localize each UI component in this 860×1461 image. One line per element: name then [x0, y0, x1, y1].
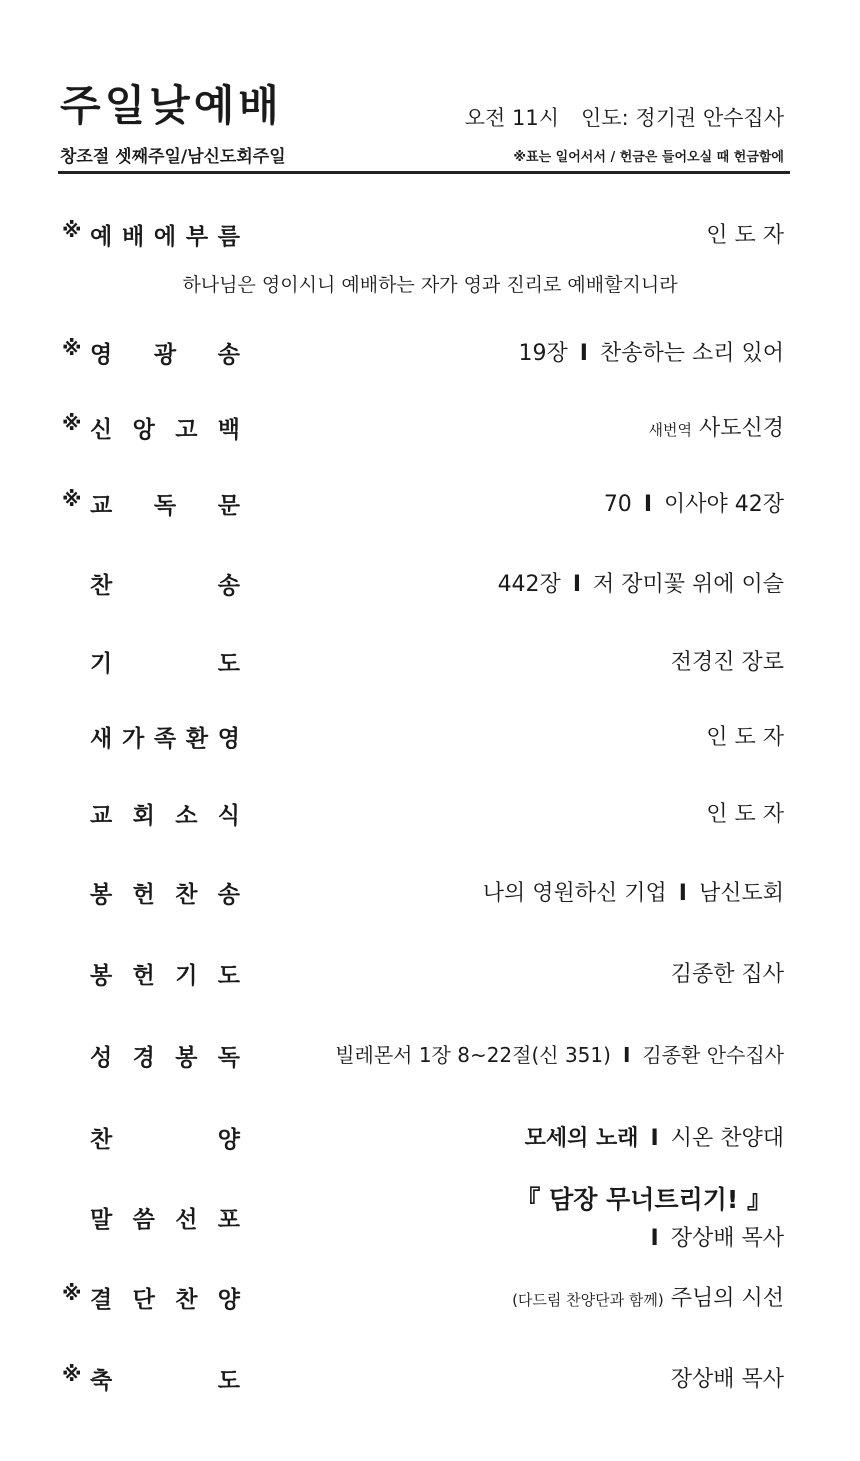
label-char: 문 [217, 493, 240, 519]
order-label [90, 487, 240, 520]
label-char: 봉 [90, 882, 113, 908]
call-to-worship-verse: 하나님은 영이시니 예배하는 자가 영과 진리로 예배할지니라 [182, 274, 678, 296]
label-char: 앙 [132, 417, 155, 443]
label-char: 찬 [90, 1127, 113, 1153]
label-char: 신 [90, 417, 113, 443]
scripture-reference: 빌레몬서 1장 8~22절(신 351) [335, 1043, 611, 1067]
order-label [90, 876, 240, 909]
label-char: 예 [90, 224, 113, 250]
order-value: 인 도 자 [706, 223, 784, 248]
label-char: 백 [217, 417, 240, 443]
label-char: 선 [175, 1207, 198, 1233]
label-char: 결 [90, 1287, 113, 1313]
reader: 김종환 안수집사 [642, 1043, 784, 1067]
song-title: 나의 영원하신 기업 [482, 881, 667, 906]
label-char: 말 [90, 1207, 113, 1233]
order-value: 인 도 자 [706, 725, 784, 750]
label-char: 씀 [132, 1207, 155, 1233]
separator: I [643, 492, 652, 517]
order-value [525, 1121, 784, 1152]
sermon-title: 『 담장 무너트리기! 』 [515, 1185, 772, 1214]
separator: I [572, 572, 581, 597]
stand-marker: ※ [62, 1362, 82, 1386]
page-title: 주일낮예배 [60, 81, 283, 130]
label-char: 영 [217, 726, 240, 752]
label-char: 찬 [175, 882, 198, 908]
stand-marker: ※ [62, 487, 82, 511]
order-value: 김종한 집사 [670, 962, 784, 987]
preacher-name: 장상배 목사 [670, 1226, 784, 1251]
label-char: 경 [132, 1045, 155, 1071]
preacher [651, 1221, 784, 1252]
order-label [90, 797, 240, 830]
service-time: 오전 11시 [464, 106, 559, 130]
service-info [465, 103, 784, 133]
label-char: 양 [217, 1287, 240, 1313]
stand-marker: ※ [62, 1281, 82, 1305]
header-divider [58, 171, 790, 174]
order-label [90, 1121, 240, 1154]
label-char: 소 [175, 803, 198, 829]
anthem-title: 모세의 노래 [524, 1126, 639, 1151]
performer: 남신도회 [698, 881, 784, 906]
order-value [335, 1039, 784, 1068]
translation-note: 새번역 [648, 421, 692, 439]
order-value [512, 1281, 784, 1312]
order-label [90, 1281, 240, 1314]
reading-title: 이사야 42장 [664, 492, 784, 517]
label-char: 양 [217, 1127, 240, 1153]
separator: I [678, 881, 687, 906]
label-char: 새 [90, 726, 113, 752]
hymn-title: 저 장미꽃 위에 이슬 [593, 572, 784, 597]
order-value [483, 876, 784, 907]
label-char: 봉 [90, 963, 113, 989]
separator: I [650, 1126, 659, 1151]
creed-title: 사도신경 [698, 416, 784, 441]
label-char: 도 [217, 1368, 240, 1394]
label-char: 교 [90, 803, 113, 829]
order-value [519, 336, 784, 367]
order-label [90, 720, 240, 753]
reading-number: 70 [603, 492, 632, 517]
label-char: 송 [217, 573, 240, 599]
label-char: 도 [217, 651, 240, 677]
stand-marker: ※ [62, 336, 82, 360]
page-subtitle: 창조절 셋째주일/남신도회주일 [60, 147, 286, 167]
label-char: 헌 [132, 882, 155, 908]
label-char: 독 [153, 493, 177, 519]
order-label [90, 336, 240, 369]
separator: I [579, 341, 588, 366]
label-char: 부 [185, 224, 209, 250]
choir: 시온 찬양대 [670, 1126, 784, 1151]
song-title: 주님의 시선 [670, 1286, 784, 1311]
order-label [90, 1201, 240, 1234]
label-char: 송 [217, 342, 240, 368]
order-label [90, 411, 240, 444]
order-value [649, 411, 785, 442]
label-char: 기 [90, 651, 113, 677]
order-value: 인 도 자 [706, 802, 784, 827]
label-char: 영 [90, 342, 113, 368]
label-char: 송 [217, 882, 240, 908]
label-char: 식 [217, 803, 240, 829]
stand-marker: ※ [62, 411, 82, 435]
label-char: 단 [132, 1287, 155, 1313]
order-label [90, 1362, 240, 1395]
order-label [90, 567, 240, 600]
separator: I [622, 1043, 631, 1067]
order-value: 장상배 목사 [670, 1367, 784, 1392]
instruction-note: ※표는 일어서서 / 헌금은 들어오실 때 헌금함에 [513, 150, 784, 165]
label-char: 봉 [175, 1045, 198, 1071]
label-char: 독 [217, 1045, 240, 1071]
label-char: 배 [121, 224, 145, 250]
stand-marker: ※ [62, 218, 82, 242]
order-value: 전경진 장로 [670, 650, 784, 675]
label-char: 찬 [175, 1287, 198, 1313]
label-char: 가 [121, 726, 145, 752]
label-char: 고 [175, 417, 198, 443]
label-char: 축 [90, 1368, 113, 1394]
hymn-title: 찬송하는 소리 있어 [599, 341, 784, 366]
label-char: 교 [90, 493, 113, 519]
label-char: 에 [153, 224, 177, 250]
label-char: 찬 [90, 573, 113, 599]
label-char: 도 [217, 963, 240, 989]
label-char: 족 [153, 726, 177, 752]
label-char: 포 [217, 1207, 240, 1233]
order-label [90, 218, 240, 251]
order-label [90, 1039, 240, 1072]
hymn-number: 19장 [518, 341, 568, 366]
label-char: 름 [217, 224, 240, 250]
order-label [90, 645, 240, 678]
order-label [90, 957, 240, 990]
with-note: (다드림 찬양단과 함께) [512, 1291, 664, 1309]
order-value [498, 567, 784, 598]
label-char: 광 [153, 342, 177, 368]
label-char: 성 [90, 1045, 113, 1071]
label-char: 기 [175, 963, 198, 989]
order-value [604, 487, 784, 518]
label-char: 회 [132, 803, 155, 829]
label-char: 헌 [132, 963, 155, 989]
label-char: 환 [185, 726, 209, 752]
separator: I [650, 1226, 659, 1251]
service-leader: 인도: 정기권 안수집사 [581, 106, 784, 130]
hymn-number: 442장 [497, 572, 561, 597]
